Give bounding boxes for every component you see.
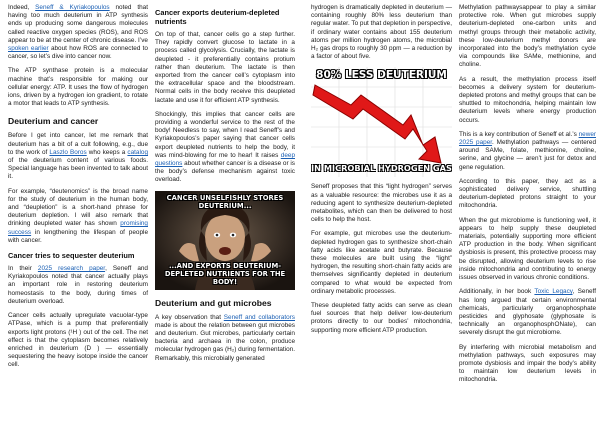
meme-image <box>155 191 295 290</box>
heading-deuterium-gut-microbes: Deuterium and gut microbes <box>155 297 272 308</box>
paragraph: A key observation that Seneff and collaborators made is about the relation between gut microbes and deuterium. Gut microbes, particularly certain bacteria and archaea in the colon, produce molecular hydrogen gas (H₂) during fermentation. Remarkably, this microbially generated <box>155 313 295 362</box>
paragraph: Seneff proposes that this “light hydrogen” serves as a valuable resource: the microbes use it as a reducing agent to synthesize deuterium-depleted metabolites, which can then be delivered to host cells to help the host. <box>311 183 452 224</box>
paragraph: According to this paper, they act as a sophisticated delivery service, shuttling deuterium-depleted protons straight to your mitochondria. <box>459 177 596 210</box>
link-catalog[interactable]: catalog <box>127 148 149 156</box>
link-promising-success[interactable]: promising success <box>8 220 148 236</box>
column-1 <box>8 4 148 376</box>
paragraph: The ATP synthase protein is a molecular machine that’s responsible for making our cellular energy: ATP. It uses the flow of hydrogen ions, driven by a hydrogen ion gradient, to rotate a motor that leads to ATP synthesis. <box>8 67 148 108</box>
heading-cancer-sequester: Cancer tries to sequester deuterium <box>8 251 135 261</box>
heading-deuterium-and-cancer: Deuterium and cancer <box>8 116 99 127</box>
paragraph: By interfering with microbial metabolism and methylation pathways, such exposures may promote dysbiosis and impair the body’s ability to maintain low deuterium levels in mitochondria. <box>459 343 596 384</box>
paragraph: These deupleted fatty acids can serve as clean fuel sources that help deliver low-deuterium protons directly to our bodies’ mitochondria, supporting more efficient ATP production. <box>311 302 452 334</box>
link-toxic-legacy[interactable]: Toxic Legacy <box>534 288 573 296</box>
link-seneff-kyriakopoulos[interactable]: Seneff & Kyriakopoulos <box>35 4 110 11</box>
paragraph: Indeed, Seneff & Kyriakopoulos noted that having too much deuterium in ATP synthesis ends up producing some dangerous molecules called reactive oxygen species (ROS), and ROS appear to be at the center of chronic disease. I’ve spoken earlier about how ROS are connected to cancer, so let’s dive into cancer now. <box>8 4 148 61</box>
column-2 <box>155 4 295 369</box>
graphic-bottom-label: IN MICROBIAL HYDROGEN GAS <box>311 163 452 174</box>
down-arrow-graphic <box>311 67 452 177</box>
paragraph: hydrogen is dramatically depleted in deuterium — containing roughly 80% less deuterium than regular water. To put that depletion in perspective, if ordinary water contains about 155 deuterium atoms per million hydrogen atoms, the microbial H₂ gas drops to roughly 30 ppm — a reduction by a factor of about five. <box>311 4 452 61</box>
link-seneff-collaborators[interactable]: Seneff and collaborators <box>223 313 295 321</box>
deuterium-drop-graphic <box>311 67 452 177</box>
link-2025-research-paper[interactable]: 2025 research paper <box>37 265 106 273</box>
link-spoken-earlier[interactable]: spoken earlier <box>8 45 49 53</box>
meme-top-caption: CANCER UNSELFISHLY STORES DEUTERIUM... <box>166 193 284 210</box>
paragraph: As a result, the methylation process itself becomes a delivery system for deuterium-depleted protons and methyl groups that can be shuttled to mitochondria, helping maintain low deuterium levels where energy production occurs. <box>459 75 596 124</box>
meme-bottom-caption: ...AND EXPORTS DEUTERIUM-DEPLETED NUTRIENTS FOR THE BODY! <box>164 261 286 286</box>
paragraph: On top of that, cancer cells go a step further. They rapidly convert glucose to lactate in a process called glycolysis. Crucially, the lactate is deupleted - it preferentially contains protium rather than deuterium. The lactate is then exported from the cancer cell’s cytoplasm into the extracellular space and the bloodstream. Normal cells in the body receive this deupleted lactate and use it for efficient ATP synthesis. <box>155 31 295 104</box>
paragraph: Before I get into cancer, let me remark that deuterium has a bit of a cult following, e.g., due to the work of Laszlo Boros who keeps a catalog of the deuterium content of various foods. Special language has been invented to talk about it. <box>8 132 149 181</box>
column-4 <box>459 4 596 391</box>
paragraph: For example, “deutenomics” is the broad name for the study of deuterium in the human body, and “deupletion” is a short-hand phrase for deuterium depletion. I will also remark that drinking deupleted water has shown promising success in lengthening the lifespan of people with cancer. <box>8 187 148 244</box>
paragraph: For example, gut microbes use the deuterium-depleted hydrogen gas to synthesize short-chain fatty acids like acetate and butyrate. Because these molecules are built using the “light” hydrogen, the resulting short-chain fatty acids are themselves significantly depleted in deuterium compared to what would be expected from ordinary metabolic processes. <box>311 230 452 295</box>
paragraph: This is a key contribution of Seneff et al.’s newer 2025 paper. Methylation pathways — centered around SAMe, folate, methionine, choline, serine, and glycine — aren’t just for detox and gene regulation. <box>459 130 596 171</box>
paragraph: When the gut microbiome is functioning well, it appears to help supply these deupleted materials, potentially supporting more efficient ATP production in the body. When significant dysbiosis is present, this protective process may be disrupted, allowing deuterium levels to rise inside mitochondria and contributing to energy issues observed in various chronic conditions. <box>459 216 596 282</box>
paragraph: Additionally, in her book Toxic Legacy, Seneff has long argued that certain environmental chemicals, particularly organophosphate pesticides and glyphosate (glyphosate is technically an organophosphONate), can severely disrupt the gut microbiome. <box>459 288 596 337</box>
heading-cancer-exports: Cancer exports deuterium-depleted nutrients <box>155 8 280 26</box>
paragraph: In their 2025 research paper, Seneff and Kyriakopoulos noted that cancer actually plays an important role in restoring deuterium homeostasis to the body, during times of deuterium overload. <box>8 265 148 305</box>
paragraph: Methylation pathwaysappear to play a similar protective role. When gut microbes supply deuterium-depleted one-carbon units and methyl groups through their metabolic activity, these low-deuterium methyl donors are incorporated into the body’s methylation cycle via compounds like SAMe, methionine, and choline. <box>459 4 596 69</box>
link-newer-2025-paper[interactable]: newer 2025 paper <box>459 130 596 147</box>
graphic-top-label: 80% LESS DEUTERIUM <box>316 69 447 82</box>
paragraph: Cancer cells actually upregulate vacuolar-type ATPase, which is a pump that preferentially exports light protons (¹H ) out of the cell. The net effect is that the cytoplasm becomes relatively enriched in deuterium (D ) — essentially sequestering the heavy isotope inside the cancer cell. <box>8 312 148 369</box>
paragraph: Shockingly, this implies that cancer cells are providing a wonderful service to the rest of the body! Needless to say, when I read Seneff’s and Kyriakopoulos’s paper saying that cancer cells export deupleted nutrients to help the body, it was mind-blowing for me to hear! It raises deep questions about whether cancer is a disease or is the body’s defense mechanism against toxic overload. <box>155 110 295 184</box>
column-3 <box>311 4 452 341</box>
link-laszlo-boros[interactable]: Laszlo Boros <box>49 148 87 156</box>
link-deep-questions[interactable]: deep questions <box>155 151 295 168</box>
